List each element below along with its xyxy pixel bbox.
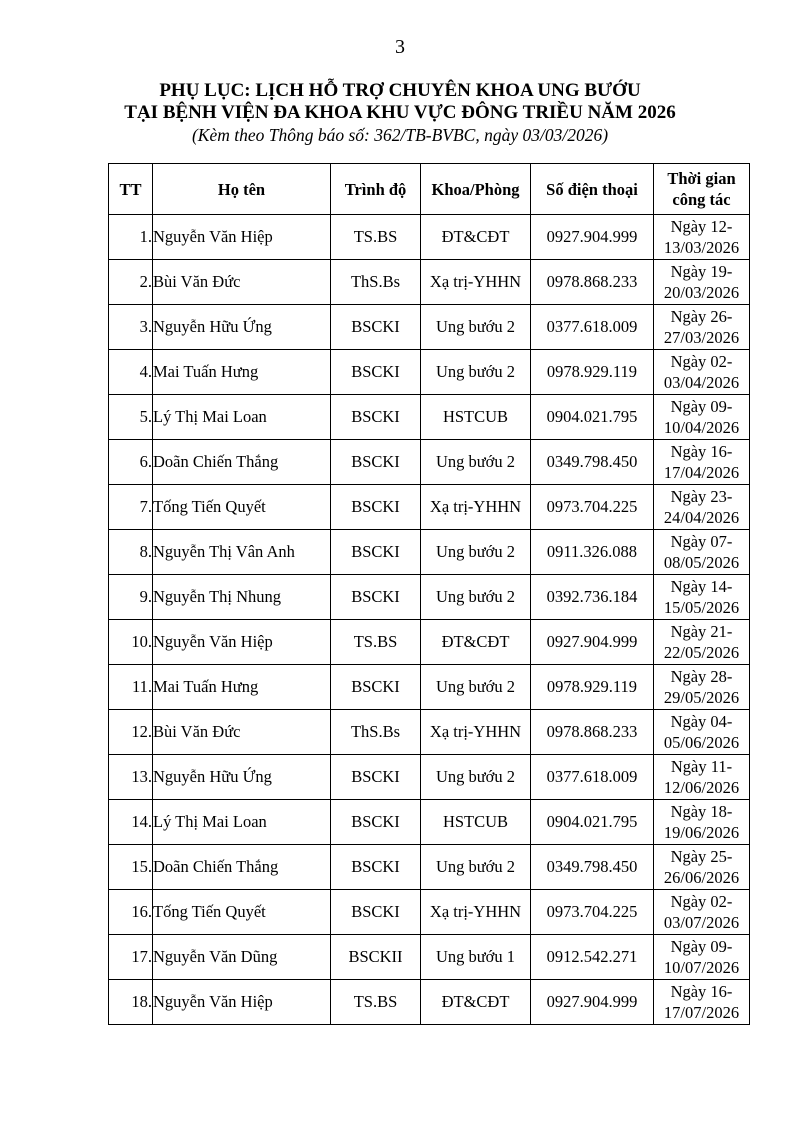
name-cell: Lý Thị Mai Loan xyxy=(153,800,331,845)
table-row xyxy=(109,440,750,485)
time-line-1: Ngày 16- xyxy=(670,982,733,1001)
row-number-cell: 10. xyxy=(109,620,153,665)
dept-cell: Ung bướu 2 xyxy=(421,440,531,485)
time-line-1: Ngày 28- xyxy=(670,667,733,686)
level-cell: ThS.Bs xyxy=(331,710,421,755)
time-line-1: Ngày 12- xyxy=(670,217,733,236)
name-cell: Lý Thị Mai Loan xyxy=(153,395,331,440)
phone-cell: 0978.929.119 xyxy=(531,665,654,710)
table-row xyxy=(109,485,750,530)
level-cell: TS.BS xyxy=(331,980,421,1025)
time-line-1: Ngày 04- xyxy=(670,712,733,731)
table-row xyxy=(109,890,750,935)
header-name: Họ tên xyxy=(153,164,331,215)
dept-cell: HSTCUB xyxy=(421,800,531,845)
table-row xyxy=(109,260,750,305)
table-row xyxy=(109,350,750,395)
time-cell xyxy=(654,935,750,980)
phone-cell: 0927.904.999 xyxy=(531,620,654,665)
dept-cell: ĐT&CĐT xyxy=(421,980,531,1025)
time-cell xyxy=(654,440,750,485)
dept-cell: Ung bướu 1 xyxy=(421,935,531,980)
time-line-1: Ngày 19- xyxy=(670,262,733,281)
dept-cell: Ung bướu 2 xyxy=(421,845,531,890)
table-row xyxy=(109,215,750,260)
name-cell: Tống Tiến Quyết xyxy=(153,890,331,935)
row-number-cell: 7. xyxy=(109,485,153,530)
dept-cell: Xạ trị-YHHN xyxy=(421,260,531,305)
time-line-2: 27/03/2026 xyxy=(663,328,740,347)
row-number-cell: 16. xyxy=(109,890,153,935)
table-row xyxy=(109,620,750,665)
header-phone: Số điện thoại xyxy=(531,164,654,215)
time-line-2: 19/06/2026 xyxy=(663,823,740,842)
time-line-1: Ngày 16- xyxy=(670,442,733,461)
name-cell: Tống Tiến Quyết xyxy=(153,485,331,530)
table-row xyxy=(109,800,750,845)
header-level: Trình độ xyxy=(331,164,421,215)
time-cell xyxy=(654,755,750,800)
level-cell: BSCKI xyxy=(331,395,421,440)
table-row xyxy=(109,395,750,440)
dept-cell: Ung bướu 2 xyxy=(421,755,531,800)
time-cell xyxy=(654,620,750,665)
name-cell: Bùi Văn Đức xyxy=(153,260,331,305)
name-cell: Doãn Chiến Thắng xyxy=(153,440,331,485)
schedule-table xyxy=(108,163,750,1025)
table-row xyxy=(109,980,750,1025)
time-line-2: 10/07/2026 xyxy=(663,958,740,977)
time-line-2: 22/05/2026 xyxy=(663,643,740,662)
time-line-1: Ngày 02- xyxy=(670,892,733,911)
level-cell: BSCKI xyxy=(331,440,421,485)
header-dept: Khoa/Phòng xyxy=(421,164,531,215)
row-number-cell: 15. xyxy=(109,845,153,890)
row-number-cell: 17. xyxy=(109,935,153,980)
level-cell: ThS.Bs xyxy=(331,260,421,305)
time-line-2: 29/05/2026 xyxy=(663,688,740,707)
time-line-2: 15/05/2026 xyxy=(663,598,740,617)
time-cell xyxy=(654,665,750,710)
row-number-cell: 2. xyxy=(109,260,153,305)
dept-cell: ĐT&CĐT xyxy=(421,620,531,665)
dept-cell: Ung bướu 2 xyxy=(421,350,531,395)
time-line-2: 26/06/2026 xyxy=(663,868,740,887)
phone-cell: 0349.798.450 xyxy=(531,845,654,890)
phone-cell: 0927.904.999 xyxy=(531,215,654,260)
time-line-1: Ngày 02- xyxy=(670,352,733,371)
level-cell: BSCKI xyxy=(331,665,421,710)
time-line-2: 08/05/2026 xyxy=(663,553,740,572)
name-cell: Nguyễn Văn Hiệp xyxy=(153,620,331,665)
row-number-cell: 12. xyxy=(109,710,153,755)
time-cell xyxy=(654,485,750,530)
name-cell: Nguyễn Văn Hiệp xyxy=(153,215,331,260)
name-cell: Bùi Văn Đức xyxy=(153,710,331,755)
time-line-1: Ngày 21- xyxy=(670,622,733,641)
level-cell: BSCKI xyxy=(331,305,421,350)
table-body xyxy=(109,215,750,1025)
time-line-2: 03/04/2026 xyxy=(663,373,740,392)
name-cell: Nguyễn Hữu Ứng xyxy=(153,755,331,800)
header-time-line-1: Thời gian xyxy=(667,169,736,188)
table-row xyxy=(109,530,750,575)
time-cell xyxy=(654,800,750,845)
time-line-1: Ngày 23- xyxy=(670,487,733,506)
time-line-1: Ngày 09- xyxy=(670,397,733,416)
time-line-2: 24/04/2026 xyxy=(663,508,740,527)
header-time-line-2: công tác xyxy=(672,190,731,209)
level-cell: BSCKII xyxy=(331,935,421,980)
phone-cell: 0349.798.450 xyxy=(531,440,654,485)
table-row xyxy=(109,710,750,755)
phone-cell: 0904.021.795 xyxy=(531,800,654,845)
time-cell xyxy=(654,980,750,1025)
table-row xyxy=(109,305,750,350)
time-line-2: 12/06/2026 xyxy=(663,778,740,797)
time-line-2: 03/07/2026 xyxy=(663,913,740,932)
table-row xyxy=(109,575,750,620)
dept-cell: HSTCUB xyxy=(421,395,531,440)
time-line-1: Ngày 26- xyxy=(670,307,733,326)
level-cell: BSCKI xyxy=(331,800,421,845)
time-cell xyxy=(654,890,750,935)
phone-cell: 0377.618.009 xyxy=(531,755,654,800)
row-number-cell: 3. xyxy=(109,305,153,350)
dept-cell: Xạ trị-YHHN xyxy=(421,485,531,530)
dept-cell: Ung bướu 2 xyxy=(421,305,531,350)
time-line-2: 17/04/2026 xyxy=(663,463,740,482)
phone-cell: 0377.618.009 xyxy=(531,305,654,350)
dept-cell: Xạ trị-YHHN xyxy=(421,890,531,935)
time-line-2: 05/06/2026 xyxy=(663,733,740,752)
name-cell: Nguyễn Thị Nhung xyxy=(153,575,331,620)
time-cell xyxy=(654,845,750,890)
phone-cell: 0911.326.088 xyxy=(531,530,654,575)
dept-cell: Ung bướu 2 xyxy=(421,575,531,620)
time-cell xyxy=(654,350,750,395)
table-row xyxy=(109,665,750,710)
level-cell: BSCKI xyxy=(331,755,421,800)
dept-cell: ĐT&CĐT xyxy=(421,215,531,260)
dept-cell: Ung bướu 2 xyxy=(421,530,531,575)
time-line-1: Ngày 11- xyxy=(670,757,733,776)
time-line-1: Ngày 14- xyxy=(670,577,733,596)
row-number-cell: 8. xyxy=(109,530,153,575)
name-cell: Doãn Chiến Thắng xyxy=(153,845,331,890)
time-cell xyxy=(654,305,750,350)
row-number-cell: 5. xyxy=(109,395,153,440)
name-cell: Mai Tuấn Hưng xyxy=(153,665,331,710)
document-subtitle: (Kèm theo Thông báo số: 362/TB-BVBC, ngày 03/03/2026) xyxy=(191,125,609,145)
level-cell: TS.BS xyxy=(331,620,421,665)
time-line-2: 20/03/2026 xyxy=(663,283,740,302)
phone-cell: 0978.868.233 xyxy=(531,710,654,755)
row-number-cell: 18. xyxy=(109,980,153,1025)
phone-cell: 0978.929.119 xyxy=(531,350,654,395)
time-cell xyxy=(654,575,750,620)
name-cell: Nguyễn Văn Dũng xyxy=(153,935,331,980)
time-cell xyxy=(654,530,750,575)
level-cell: BSCKI xyxy=(331,890,421,935)
phone-cell: 0912.542.271 xyxy=(531,935,654,980)
level-cell: BSCKI xyxy=(331,575,421,620)
time-cell xyxy=(654,260,750,305)
phone-cell: 0392.736.184 xyxy=(531,575,654,620)
dept-cell: Ung bướu 2 xyxy=(421,665,531,710)
phone-cell: 0978.868.233 xyxy=(531,260,654,305)
dept-cell: Xạ trị-YHHN xyxy=(421,710,531,755)
header-time xyxy=(654,164,750,215)
phone-cell: 0973.704.225 xyxy=(531,485,654,530)
row-number-cell: 4. xyxy=(109,350,153,395)
level-cell: BSCKI xyxy=(331,485,421,530)
row-number-cell: 14. xyxy=(109,800,153,845)
table-header-row xyxy=(109,164,750,215)
header-tt: TT xyxy=(109,164,153,215)
document-title-line-1: PHỤ LỤC: LỊCH HỖ TRỢ CHUYÊN KHOA UNG BƯỚU xyxy=(159,80,641,101)
time-cell xyxy=(654,710,750,755)
time-cell xyxy=(654,395,750,440)
name-cell: Nguyễn Thị Vân Anh xyxy=(153,530,331,575)
phone-cell: 0973.704.225 xyxy=(531,890,654,935)
name-cell: Mai Tuấn Hưng xyxy=(153,350,331,395)
row-number-cell: 13. xyxy=(109,755,153,800)
time-line-2: 13/03/2026 xyxy=(663,238,740,257)
document-title-line-2: TẠI BỆNH VIỆN ĐA KHOA KHU VỰC ĐÔNG TRIỀU NĂM 2026 xyxy=(124,102,676,123)
phone-cell: 0904.021.795 xyxy=(531,395,654,440)
time-line-1: Ngày 07- xyxy=(670,532,733,551)
time-line-1: Ngày 25- xyxy=(670,847,733,866)
level-cell: TS.BS xyxy=(331,215,421,260)
table-row xyxy=(109,935,750,980)
time-line-1: Ngày 09- xyxy=(670,937,733,956)
row-number-cell: 6. xyxy=(109,440,153,485)
page-number: 3 xyxy=(395,36,405,58)
phone-cell: 0927.904.999 xyxy=(531,980,654,1025)
time-cell xyxy=(654,215,750,260)
time-line-2: 17/07/2026 xyxy=(663,1003,740,1022)
time-line-1: Ngày 18- xyxy=(670,802,733,821)
row-number-cell: 1. xyxy=(109,215,153,260)
name-cell: Nguyễn Văn Hiệp xyxy=(153,980,331,1025)
level-cell: BSCKI xyxy=(331,350,421,395)
time-line-2: 10/04/2026 xyxy=(663,418,740,437)
table-row xyxy=(109,755,750,800)
table-row xyxy=(109,845,750,890)
level-cell: BSCKI xyxy=(331,530,421,575)
level-cell: BSCKI xyxy=(331,845,421,890)
row-number-cell: 11. xyxy=(109,665,153,710)
row-number-cell: 9. xyxy=(109,575,153,620)
name-cell: Nguyễn Hữu Ứng xyxy=(153,305,331,350)
